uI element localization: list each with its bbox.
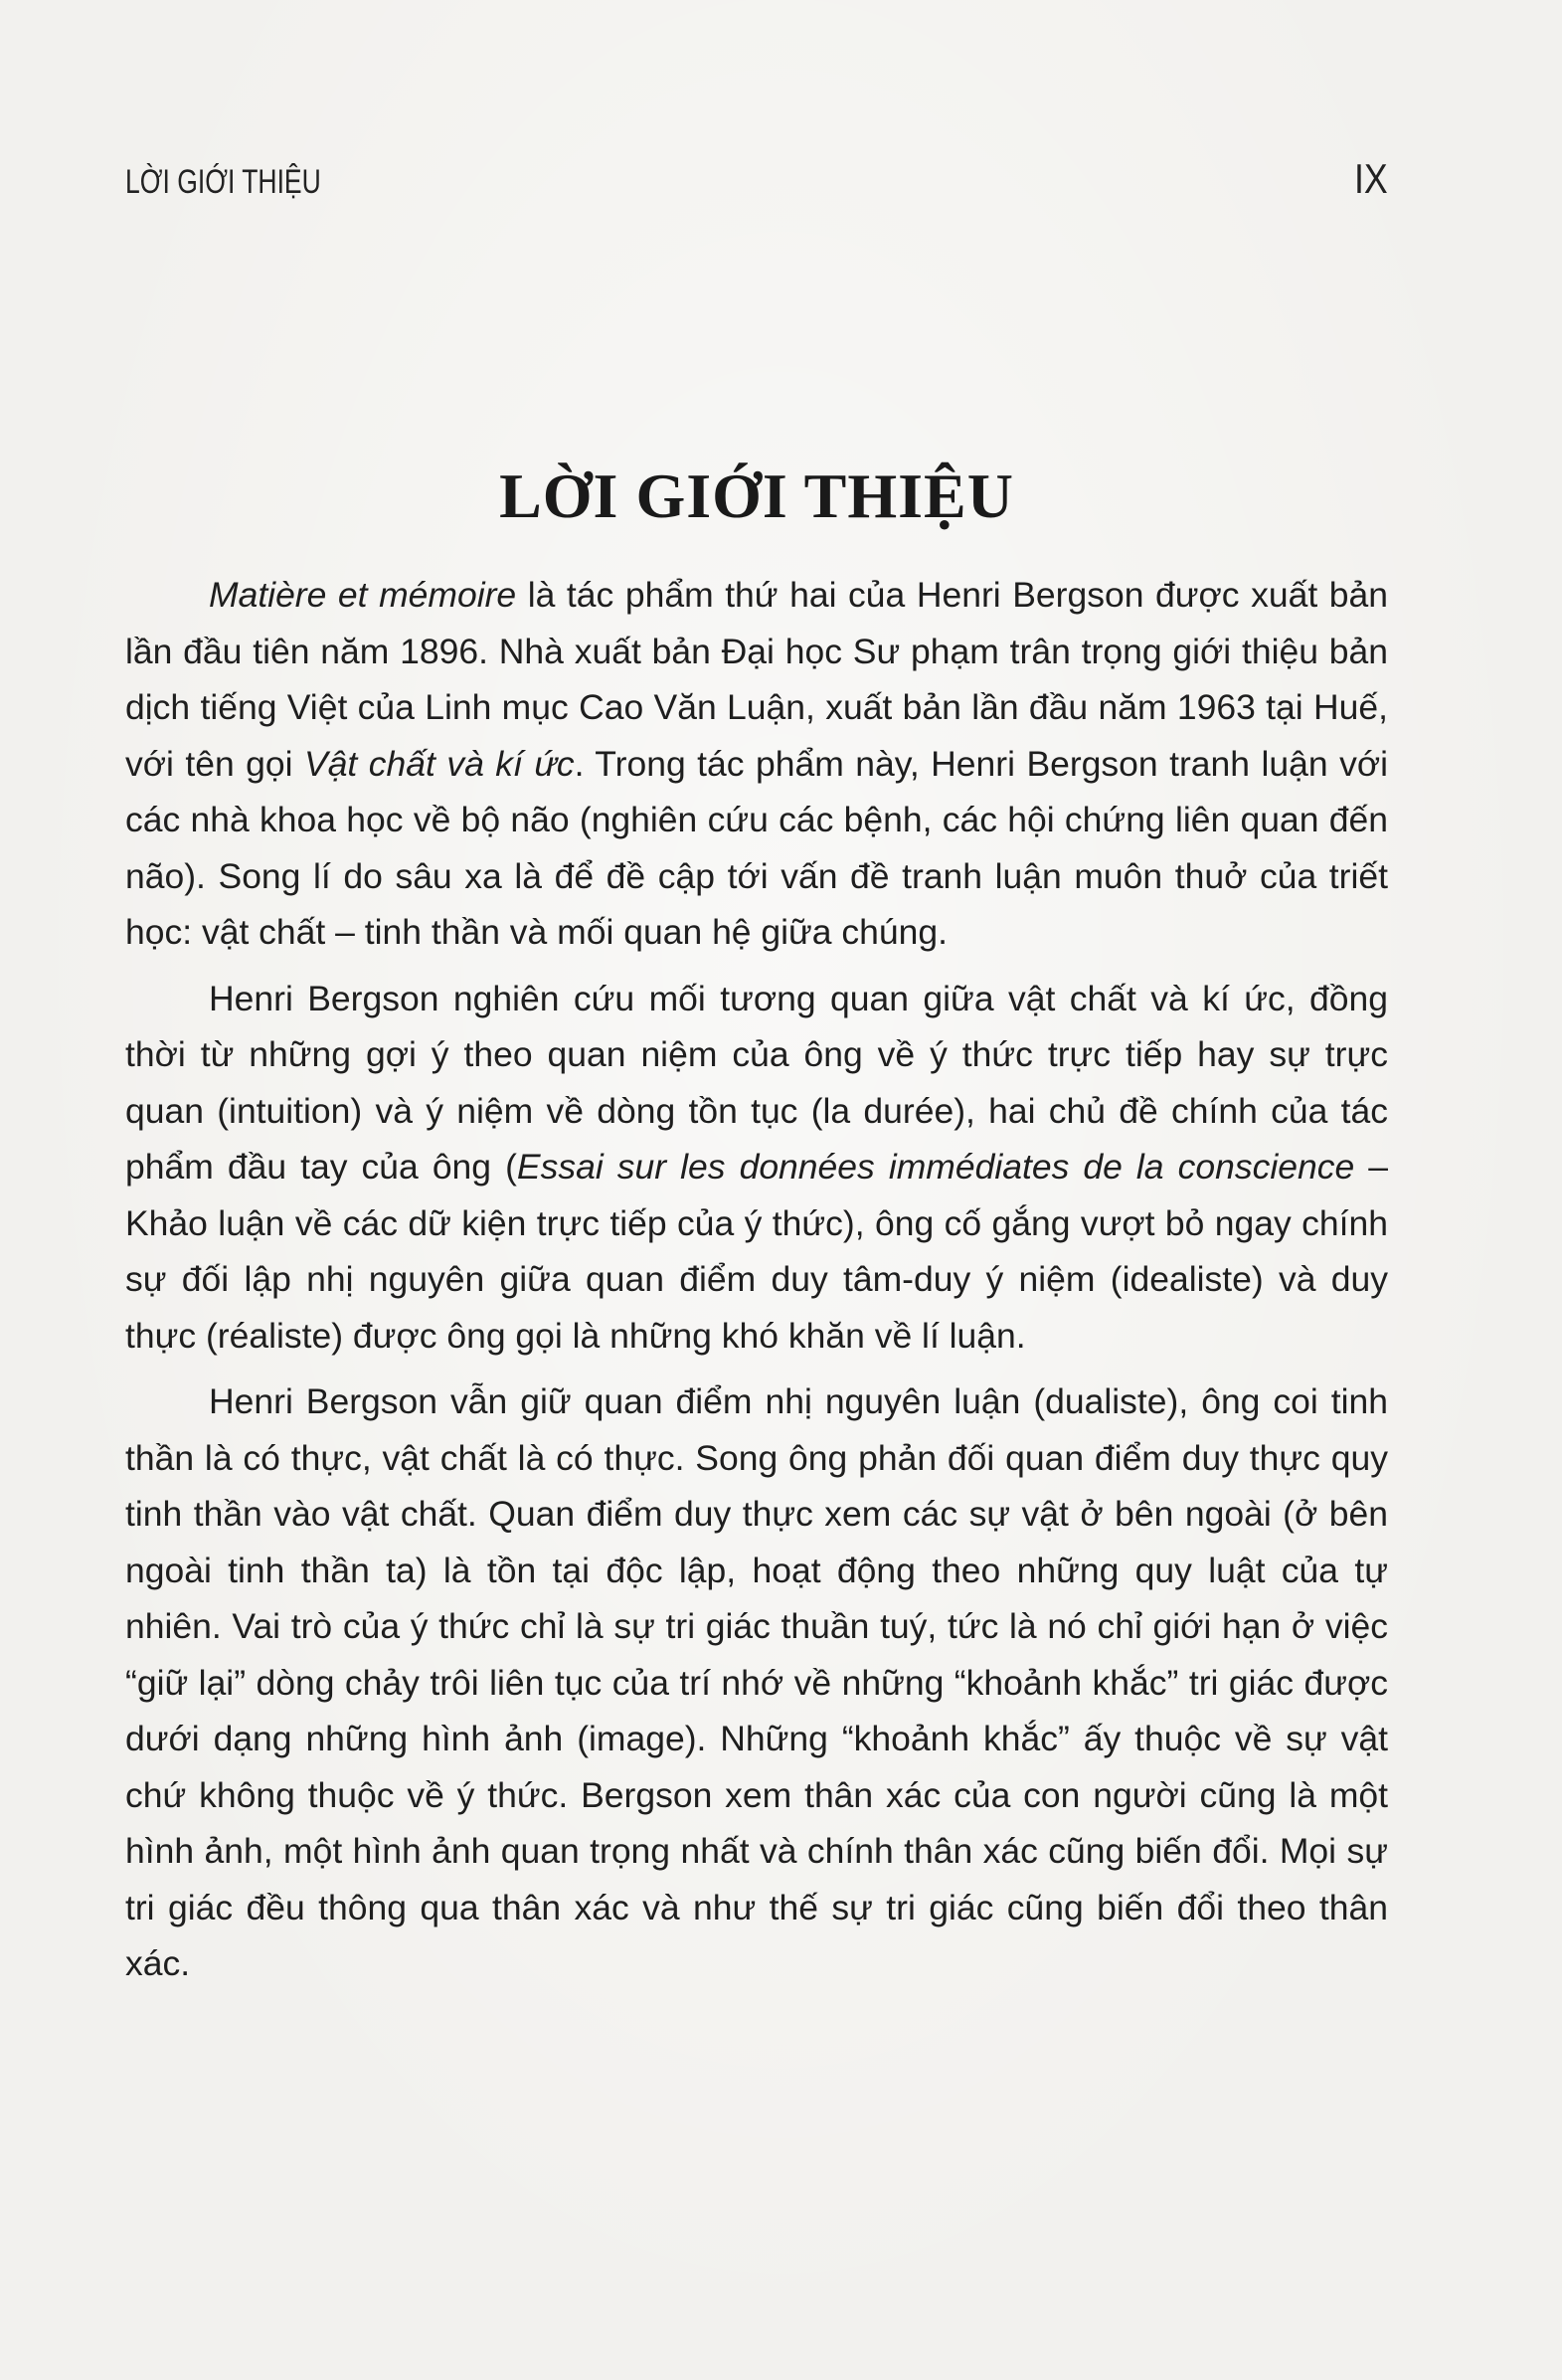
chapter-title: LỜI GIỚI THIỆU (499, 460, 1014, 531)
paragraph-2: Henri Bergson nghiên cứu mối tương quan giữa vật chất và kí ức, đồng thời từ những gợi ý theo quan niệm của ông về ý thức trực tiếp hay sự trực quan (intuition) và ý niệm về dòng tồn tục (la durée), hai chủ đề chính của tác phẩm đầu tay của ông (Essai sur les données immédiates de la conscience – Khảo luận về các dữ kiện trực tiếp của ý thức), ông cố gắng vượt bỏ ngay chính sự đối lập nhị nguyên giữa quan điểm duy tâm-duy ý niệm (idealiste) và duy thực (réaliste) được ông gọi là những khó khăn về lí luận. (125, 978, 1388, 1356)
running-title: LỜI GIỚI THIỆU (125, 163, 321, 201)
paragraph-3: Henri Bergson vẫn giữ quan điểm nhị nguyên luận (dualiste), ông coi tinh thần là có thực, vật chất là có thực. Song ông phản đối quan điểm duy thực quy tinh thần vào vật chất. Quan điểm duy thực xem các sự vật ở bên ngoài (ở bên ngoài tinh thần ta) là tồn tại độc lập, hoạt động theo những quy luật của tự nhiên. Vai trò của ý thức chỉ là sự tri giác thuần tuý, tức là nó chỉ giới hạn ở việc “giữ lại” dòng chảy trôi liên tục của trí nhớ về những “khoảnh khắc” tri giác được dưới dạng những hình ảnh (image). Những “khoảnh khắc” ấy thuộc về sự vật chứ không thuộc về ý thức. Bergson xem thân xác của con người cũng là một hình ảnh, một hình ảnh quan trọng nhất và chính thân xác cũng biến đổi. Mọi sự tri giác đều thông qua thân xác và như thế sự tri giác cũng biến đổi theo thân xác. (125, 1381, 1388, 1983)
paragraph-1: Matière et mémoire là tác phẩm thứ hai của Henri Bergson được xuất bản lần đầu tiên năm 1896. Nhà xuất bản Đại học Sư phạm trân trọng giới thiệu bản dịch tiếng Việt của Linh mục Cao Văn Luận, xuất bản lần đầu năm 1963 tại Huế, với tên gọi Vật chất và kí ức. Trong tác phẩm này, Henri Bergson tranh luận với các nhà khoa học về bộ não (nghiên cứu các bệnh, các hội chứng liên quan đến não). Song lí do sâu xa là để đề cập tới vấn đề tranh luận muôn thuở của triết học: vật chất – tinh thần và mối quan hệ giữa chúng. (125, 575, 1388, 952)
book-title-italic: Matière et mémoire (209, 575, 517, 615)
running-header (125, 155, 1388, 211)
body-text (125, 567, 1388, 2002)
book-title-italic: Essai sur les données immédiates de la conscience (516, 1147, 1355, 1187)
page-number: IX (1354, 155, 1388, 202)
book-title-italic: Vật chất và kí ức (304, 743, 575, 784)
